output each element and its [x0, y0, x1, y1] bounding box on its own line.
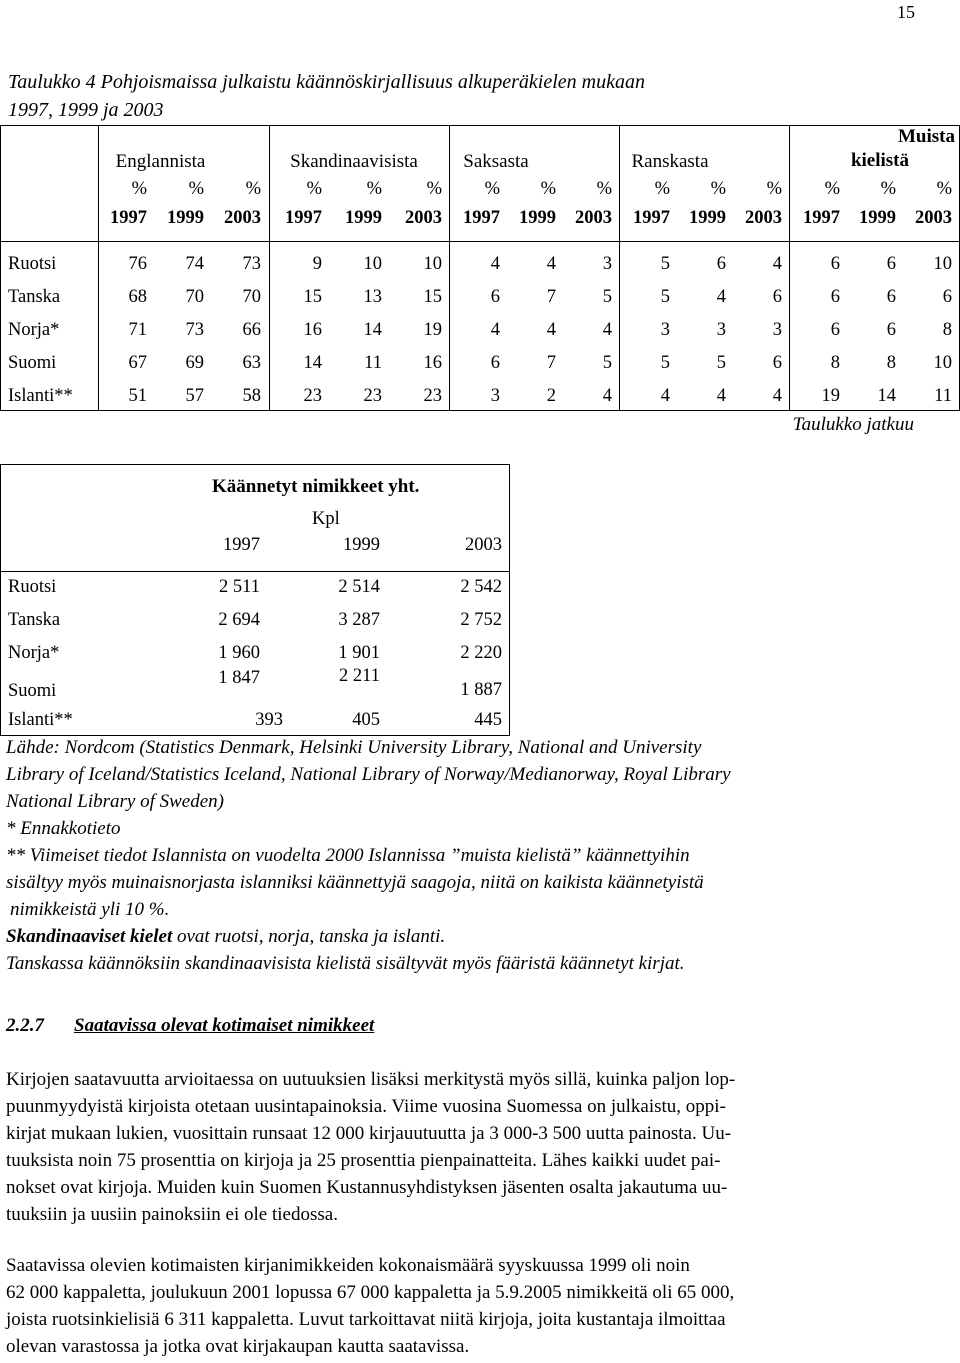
row-label: Islanti**	[8, 386, 73, 406]
table-cell: 14	[303, 353, 322, 373]
table-title-line-2: 1997, 1999 ja 2003	[8, 99, 164, 121]
table-cell: 5	[602, 287, 612, 307]
paragraph-2-line: 62 000 kappaletta, joulukuun 2001 lopussa 67 000 kappaletta ja 5.9.2005 nimikkeitä oli 65 000,	[6, 1282, 735, 1303]
table-cell: 4	[772, 386, 782, 406]
footnote-preliminary: * Ennakkotieto	[6, 818, 121, 839]
table-cell: 73	[242, 254, 261, 274]
percent-header-cell: %	[245, 179, 261, 199]
table-cell: 6	[490, 287, 500, 307]
table2-cell: 2 514	[338, 577, 380, 597]
page-number: 15	[897, 2, 915, 22]
table2-cell: 445	[474, 710, 502, 730]
table-cell: 4	[716, 386, 726, 406]
table-cell: 7	[546, 353, 556, 373]
table-cell: 16	[423, 353, 442, 373]
paragraph-1-line: Kirjojen saatavuutta arvioitaessa on uutuuksien lisäksi merkitystä myös sillä, kuinka paljon lop-	[6, 1069, 736, 1090]
table-cell: 4	[602, 320, 612, 340]
table-cell: 6	[886, 287, 896, 307]
table2-cell: 2 220	[460, 643, 502, 663]
year-header-cell: 1997	[110, 208, 147, 228]
table-cell: 3	[602, 254, 612, 274]
table-cell: 6	[716, 254, 726, 274]
source-line-3: National Library of Sweden)	[6, 791, 224, 812]
table-cell: 13	[363, 287, 382, 307]
footnote-iceland-line-1: ** Viimeiset tiedot Islannista on vuodelta 2000 Islannissa ”muista kielistä” käännettyihin	[6, 845, 690, 866]
table1-left-border	[0, 125, 1, 411]
paragraph-2-line: joista ruotsinkielisiä 6 311 kappaletta. Luvut tarkoittavat niitä kirjoja, joita kustantaja ilmoittaa	[6, 1309, 726, 1330]
table-cell: 23	[423, 386, 442, 406]
paragraph-1-line: tuuksiin ja uusiin painoksiin ei ole tiedossa.	[6, 1204, 338, 1225]
footnote-iceland-line-2: sisältyy myös muinaisnorjasta islanniksi käännettyjä saagoja, niitä on kaikista käännetyistä	[6, 872, 704, 893]
table-cell: 16	[303, 320, 322, 340]
table-cell: 3	[772, 320, 782, 340]
table-cell: 73	[185, 320, 204, 340]
table-cell: 4	[716, 287, 726, 307]
percent-header-cell: %	[540, 179, 556, 199]
percent-header-cell: %	[936, 179, 952, 199]
table-cell: 11	[934, 386, 952, 406]
table-cell: 19	[821, 386, 840, 406]
table-cell: 8	[942, 320, 952, 340]
table-cell: 57	[185, 386, 204, 406]
section-title: Saatavissa olevat kotimaiset nimikkeet	[74, 1015, 375, 1036]
table-cell: 4	[546, 320, 556, 340]
percent-header-cell: %	[188, 179, 204, 199]
percent-header-cell: %	[766, 179, 782, 199]
year-header-cell: 2003	[915, 208, 952, 228]
year-header-cell: 1997	[633, 208, 670, 228]
table-cell: 19	[423, 320, 442, 340]
table-cell: 70	[242, 287, 261, 307]
table2-row-label: Suomi	[8, 681, 57, 701]
table-cell: 23	[303, 386, 322, 406]
table-cell: 6	[886, 254, 896, 274]
percent-header-cell: %	[824, 179, 840, 199]
footnote-scandinavian-rest: ovat ruotsi, norja, tanska ja islanti.	[172, 926, 446, 947]
table-cell: 63	[242, 353, 261, 373]
table2-row-label: Norja*	[8, 643, 60, 663]
paragraph-1-line: puunmyydyistä kirjoista otetaan uusintapainoksia. Viime vuosina Suomessa on julkaistu, oppi-	[6, 1096, 726, 1117]
table-title-line-1: Taulukko 4 Pohjoismaissa julkaistu käännöskirjallisuus alkuperäkielen mukaan	[8, 71, 645, 93]
table-cell: 6	[886, 320, 896, 340]
table-cell: 6	[490, 353, 500, 373]
year-header-cell: 1997	[463, 208, 500, 228]
group-header-englannista: Englannista	[115, 151, 206, 172]
table-cell: 4	[490, 320, 500, 340]
table-cell: 10	[933, 254, 952, 274]
table-cell: 4	[660, 386, 670, 406]
table-cell: 5	[602, 353, 612, 373]
table2-unit: Kpl	[312, 509, 340, 529]
table2-right-border	[509, 464, 510, 736]
paragraph-1-line: nokset ovat kirjoja. Muiden kuin Suomen Kustannusyhdistyksen jäsenten osalta jakautuma uu-	[6, 1177, 728, 1198]
year-header-cell: 2003	[745, 208, 782, 228]
percent-header-cell: %	[880, 179, 896, 199]
table-cell: 15	[423, 287, 442, 307]
table-cell: 10	[363, 254, 382, 274]
table-cell: 23	[363, 386, 382, 406]
percent-header-cell: %	[426, 179, 442, 199]
percent-header-cell: %	[366, 179, 382, 199]
footnote-denmark: Tanskassa käännöksiin skandinaavisista kielistä sisältyvät myös fääristä käännetyt kirjat.	[6, 953, 685, 974]
table2-header: Käännetyt nimikkeet yht.	[212, 476, 420, 497]
year-header-cell: 2003	[575, 208, 612, 228]
table-cell: 7	[546, 287, 556, 307]
table-cell: 9	[312, 254, 322, 274]
table-cell: 4	[546, 254, 556, 274]
table2-cell: 3 287	[338, 610, 380, 630]
table1-bottom-border	[0, 410, 960, 411]
table-cell: 4	[602, 386, 612, 406]
table2-cell: 2 752	[460, 610, 502, 630]
table-cell: 74	[185, 254, 204, 274]
year-header-cell: 2003	[405, 208, 442, 228]
table-cell: 2	[546, 386, 556, 406]
table-cell: 69	[185, 353, 204, 373]
table-cell: 5	[716, 353, 726, 373]
table2-row-label: Islanti**	[8, 710, 73, 730]
table2-row-label: Ruotsi	[8, 577, 57, 597]
table-cell: 6	[830, 320, 840, 340]
group-header-skandinaavisista: Skandinaavisista	[290, 151, 418, 172]
table-cell: 10	[423, 254, 442, 274]
row-label: Tanska	[8, 287, 61, 307]
paragraph-1-line: tuuksista noin 75 prosenttia on kirjoja ja 25 prosenttia pienpainatteita. Lähes kaikki uudet pai-	[6, 1150, 721, 1171]
table-cell: 71	[128, 320, 147, 340]
table2-row-label: Tanska	[8, 610, 61, 630]
source-line-2: Library of Iceland/Statistics Iceland, National Library of Norway/Medianorway, Royal Library	[6, 764, 731, 785]
table-cell: 4	[772, 254, 782, 274]
group-header-muista-line1: Muista	[898, 126, 955, 147]
table-cell: 8	[830, 353, 840, 373]
table2-cell: 405	[352, 710, 380, 730]
group-header-saksasta: Saksasta	[463, 151, 529, 172]
table2-year-cell: 2003	[465, 535, 502, 555]
table2-cell: 2 211	[339, 666, 380, 686]
table-cell: 5	[660, 287, 670, 307]
table-cell: 3	[716, 320, 726, 340]
table2-cell: 2 542	[460, 577, 502, 597]
row-label: Suomi	[8, 353, 57, 373]
source-line-1: Lähde: Nordcom (Statistics Denmark, Helsinki University Library, National and University	[6, 737, 702, 758]
table1-header-border	[0, 241, 960, 242]
row-label: Norja*	[8, 320, 60, 340]
table-cell: 6	[830, 287, 840, 307]
table2-cell: 1 887	[460, 680, 502, 700]
table-cell: 11	[364, 353, 382, 373]
table-cell: 14	[877, 386, 896, 406]
footnote-scandinavian-bold: Skandinaaviset kielet	[6, 926, 173, 947]
table-cell: 14	[363, 320, 382, 340]
footnote-scandinavian	[6, 926, 445, 948]
table2-cell: 1 847	[218, 668, 260, 688]
table-cell: 6	[942, 287, 952, 307]
table2-cell: 393	[255, 710, 283, 730]
table-cell: 10	[933, 353, 952, 373]
percent-header-cell: %	[710, 179, 726, 199]
table-cell: 6	[772, 353, 782, 373]
year-header-cell: 1999	[345, 208, 382, 228]
table2-year-cell: 1997	[223, 535, 260, 555]
table-cell: 67	[128, 353, 147, 373]
section-number: 2.2.7	[6, 1015, 44, 1036]
year-header-cell: 2003	[224, 208, 261, 228]
table2-year-cell: 1999	[343, 535, 380, 555]
year-header-cell: 1999	[689, 208, 726, 228]
percent-header-cell: %	[654, 179, 670, 199]
percent-header-cell: %	[596, 179, 612, 199]
year-header-cell: 1997	[803, 208, 840, 228]
table-cell: 51	[128, 386, 147, 406]
percent-header-cell: %	[306, 179, 322, 199]
table-cell: 58	[242, 386, 261, 406]
paragraph-2-line: olevan varastossa ja jotka ovat kirjakaupan kautta saatavissa.	[6, 1336, 470, 1357]
percent-header-cell: %	[484, 179, 500, 199]
table-cell: 6	[772, 287, 782, 307]
table2-cell: 1 960	[218, 643, 260, 663]
footnote-iceland-line-3: nimikkeistä yli 10 %.	[10, 899, 170, 920]
table-cell: 70	[185, 287, 204, 307]
group-header-ranskasta: Ranskasta	[631, 151, 709, 172]
table2-bottom-border	[0, 735, 510, 736]
paragraph-1-line: kirjat mukaan lukien, vuosittain runsaat 12 000 kirjauutuutta ja 3 000-3 500 uutta painosta. Uu-	[6, 1123, 732, 1144]
table-cell: 3	[660, 320, 670, 340]
table2-header-border	[0, 571, 510, 572]
year-header-cell: 1999	[859, 208, 896, 228]
table-cell: 76	[128, 254, 147, 274]
table-continues-note: Taulukko jatkuu	[792, 414, 914, 435]
table2-cell: 1 901	[338, 643, 380, 663]
table-cell: 68	[128, 287, 147, 307]
row-label: Ruotsi	[8, 254, 57, 274]
paragraph-2-line: Saatavissa olevien kotimaisten kirjanimikkeiden kokonaismäärä syyskuussa 1999 oli noin	[6, 1255, 690, 1276]
table-cell: 4	[490, 254, 500, 274]
group-header-muista-line2: kielistä	[850, 150, 909, 171]
table2-cell: 2 511	[219, 577, 260, 597]
table-cell: 66	[242, 320, 261, 340]
year-header-cell: 1999	[519, 208, 556, 228]
table-cell: 6	[830, 254, 840, 274]
table2-left-border	[0, 464, 1, 736]
table2-top-border	[0, 464, 510, 465]
table-cell: 5	[660, 353, 670, 373]
year-header-cell: 1999	[167, 208, 204, 228]
table-cell: 5	[660, 254, 670, 274]
table2-cell: 2 694	[218, 610, 260, 630]
percent-header-cell: %	[131, 179, 147, 199]
table-cell: 15	[303, 287, 322, 307]
year-header-cell: 1997	[285, 208, 322, 228]
table-cell: 3	[490, 386, 500, 406]
table-cell: 8	[886, 353, 896, 373]
